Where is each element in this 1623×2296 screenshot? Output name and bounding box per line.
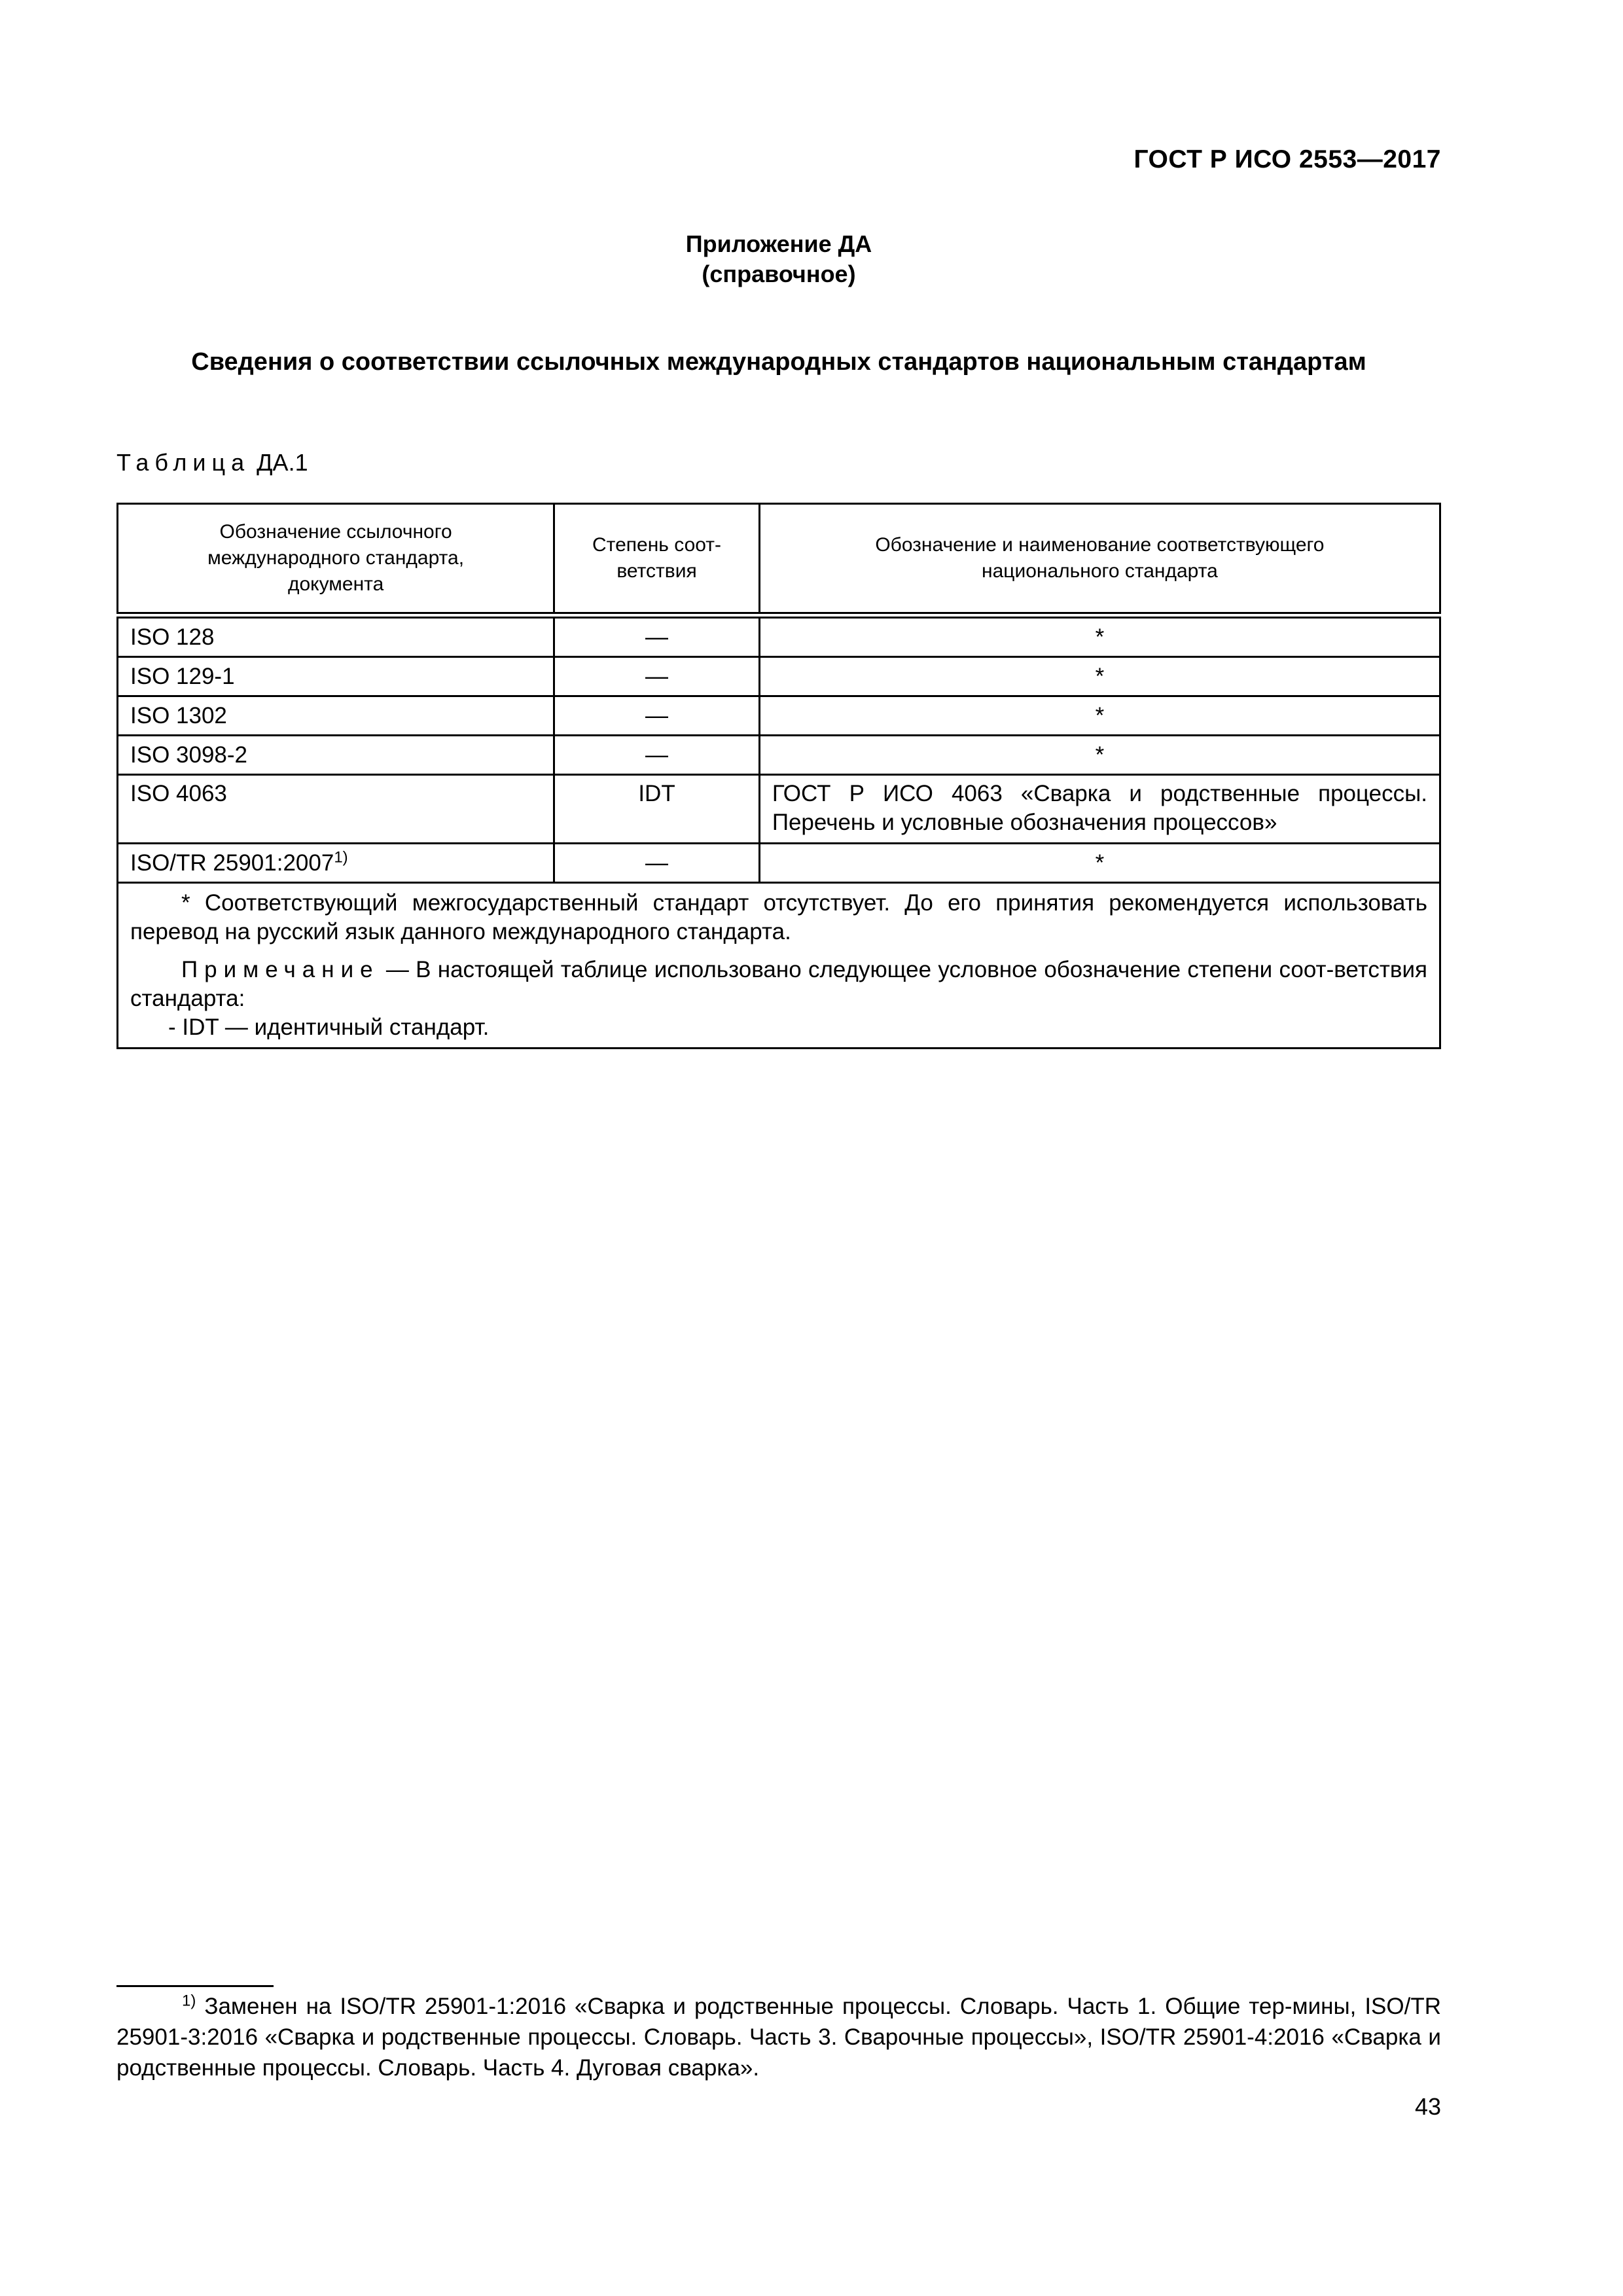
cell-national: * bbox=[759, 696, 1440, 736]
note-item: - IDT — идентичный стандарт. bbox=[168, 1014, 490, 1040]
footnote-text: Заменен на ISO/TR 25901-1:2016 «Сварка и родственные процессы. Словарь. Часть 1. Общие тер-мины, ISO/TR 25901-3:2016 «Сварка и родственные процессы. Словарь. Часть 3. Сварочные процессы», ISO/TR 25901-4:2016 «Сварка и родственные процессы. Словарь. Часть 4. Дуговая сварка». bbox=[116, 1994, 1441, 2081]
header-degree: Степень соот-ветствия bbox=[554, 504, 760, 616]
table-row bbox=[118, 696, 1440, 736]
table-row bbox=[118, 844, 1440, 883]
footnote-ref-mark: 1) bbox=[334, 848, 348, 866]
cell-national: ГОСТ Р ИСО 4063 «Сварка и родственные процессы. Перечень и условные обозначения процессов» bbox=[759, 775, 1440, 844]
annex-title: Приложение ДА bbox=[685, 230, 872, 257]
cell-degree: — bbox=[554, 657, 760, 696]
cell-ref: ISO 3098-2 bbox=[118, 736, 554, 775]
cell-ref: ISO 128 bbox=[118, 615, 554, 657]
table-caption-number: ДА.1 bbox=[257, 449, 308, 476]
cell-national: * bbox=[759, 844, 1440, 883]
asterisk-note: * Соответствующий межгосударственный стандарт отсутствует. До его принятия рекомендуется использовать перевод на русский язык данного международного стандарта. bbox=[130, 890, 1427, 944]
header-ref-standard: Обозначение ссылочного международного стандарта, документа bbox=[118, 504, 554, 616]
footnote-mark: 1) bbox=[182, 1992, 196, 2010]
cell-ref: ISO 1302 bbox=[118, 696, 554, 736]
table-caption bbox=[116, 449, 308, 476]
table-header-row bbox=[118, 504, 1440, 616]
document-code: ГОСТ Р ИСО 2553—2017 bbox=[1133, 145, 1441, 173]
section-title: Сведения о соответствии ссылочных международных стандартов национальным стандартам bbox=[191, 348, 1366, 376]
annex-kind: (справочное) bbox=[702, 260, 856, 287]
cell-ref: ISO 129-1 bbox=[118, 657, 554, 696]
cell-degree: IDT bbox=[554, 775, 760, 844]
table-row bbox=[118, 775, 1440, 844]
cell-ref bbox=[118, 844, 554, 883]
table-row bbox=[118, 657, 1440, 696]
cell-ref-text: ISO/TR 25901:2007 bbox=[130, 850, 334, 876]
standards-table bbox=[116, 503, 1441, 1049]
note-text: — В настоящей таблице использовано следующее условное обозначение степени соот-ветствия стандарта: bbox=[130, 957, 1427, 1011]
cell-ref: ISO 4063 bbox=[118, 775, 554, 844]
table-notes-row bbox=[118, 883, 1440, 1049]
footnote bbox=[116, 1991, 1441, 2083]
cell-national: * bbox=[759, 736, 1440, 775]
header-national-standard: Обозначение и наименование соответствующего национального стандарта bbox=[759, 504, 1440, 616]
footnote-separator bbox=[116, 1985, 274, 1987]
table-caption-word: Таблица bbox=[116, 449, 251, 476]
page-number: 43 bbox=[1414, 2093, 1441, 2120]
cell-degree: — bbox=[554, 615, 760, 657]
table-row bbox=[118, 615, 1440, 657]
cell-degree: — bbox=[554, 736, 760, 775]
note-label: Примечание bbox=[181, 957, 380, 982]
table-note bbox=[130, 956, 1427, 1013]
annex-heading bbox=[0, 229, 1558, 289]
cell-national: * bbox=[759, 615, 1440, 657]
cell-national: * bbox=[759, 657, 1440, 696]
cell-degree: — bbox=[554, 844, 760, 883]
table-row bbox=[118, 736, 1440, 775]
cell-degree: — bbox=[554, 696, 760, 736]
table-notes bbox=[118, 883, 1440, 1049]
